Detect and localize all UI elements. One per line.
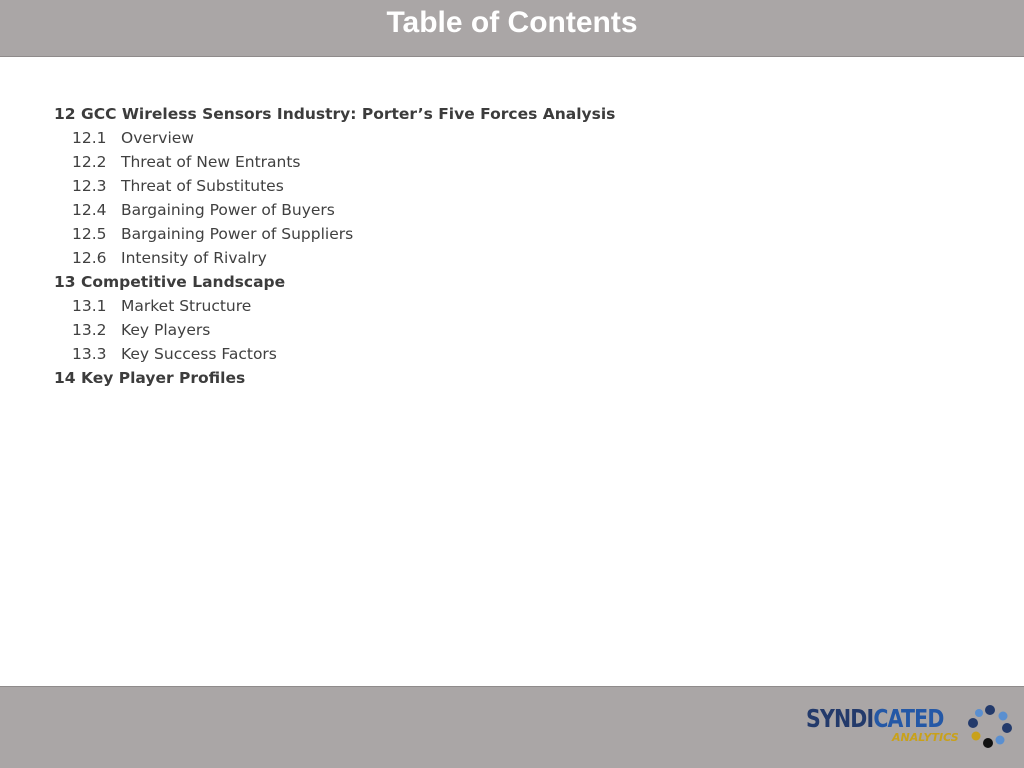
- toc-item-label: Key Success Factors: [121, 345, 277, 363]
- header-bar: [0, 0, 1024, 57]
- toc-item-number: 13.1: [72, 297, 107, 315]
- toc-item-number: 12.6: [72, 249, 107, 267]
- toc-item-label: Key Players: [121, 321, 211, 339]
- company-logo: [806, 702, 1016, 752]
- toc-item-label: Overview: [121, 129, 194, 147]
- toc-item: [54, 198, 954, 222]
- logo-circle-icon: [968, 704, 1012, 748]
- table-of-contents: [54, 102, 954, 390]
- toc-item: [54, 222, 954, 246]
- toc-section-heading: 13 Competitive Landscape: [54, 273, 286, 291]
- toc-item-number: 12.3: [72, 177, 107, 195]
- toc-item-label: Bargaining Power of Buyers: [121, 201, 335, 219]
- toc-item-number: 12.2: [72, 153, 107, 171]
- page-title: Table of Contents: [386, 6, 638, 39]
- toc-item-number: 13.3: [72, 345, 107, 363]
- logo-subtitle: ANALYTICS: [892, 731, 959, 744]
- toc-item: [54, 318, 954, 342]
- toc-item-label: Threat of New Entrants: [121, 153, 301, 171]
- toc-item-number: 13.2: [72, 321, 107, 339]
- toc-section-heading: 12 GCC Wireless Sensors Industry: Porter’s Five Forces Analysis: [54, 105, 616, 123]
- toc-item-label: Bargaining Power of Suppliers: [121, 225, 354, 243]
- toc-item-number: 12.4: [72, 201, 107, 219]
- toc-item-label: Market Structure: [121, 297, 252, 315]
- toc-item-number: 12.1: [72, 129, 107, 147]
- toc-item: [54, 150, 954, 174]
- toc-section-heading: 14 Key Player Profiles: [54, 369, 246, 387]
- toc-item: [54, 342, 954, 366]
- toc-item: [54, 126, 954, 150]
- logo-wordmark-part2: CATED: [873, 704, 944, 733]
- toc-item-label: Intensity of Rivalry: [121, 249, 267, 267]
- toc-item-number: 12.5: [72, 225, 107, 243]
- toc-item-label: Threat of Substitutes: [121, 177, 284, 195]
- logo-wordmark-part1: SYNDI: [806, 704, 874, 733]
- toc-item: [54, 294, 954, 318]
- toc-item: [54, 246, 954, 270]
- toc-item: [54, 174, 954, 198]
